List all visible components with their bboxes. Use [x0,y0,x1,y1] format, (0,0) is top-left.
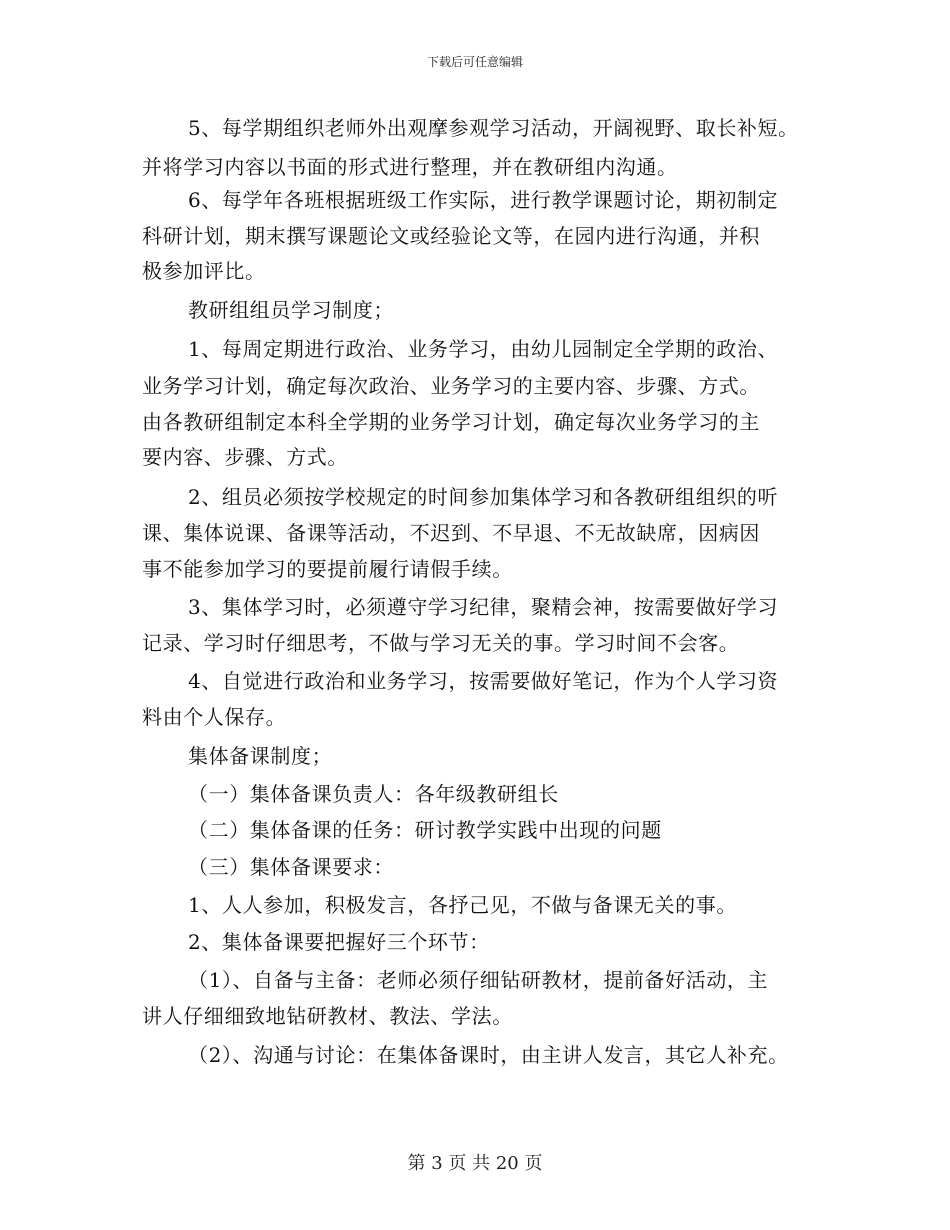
text-line: 5、每学期组织老师外出观摩参观学习活动，开阔视野、取长补短。 [188,116,799,140]
text-line: 集体备课制度； [188,744,333,768]
page-header: 下载后可任意编辑 [426,55,523,69]
text-line: 由各教研组制定本科全学期的业务学习计划，确定每次业务学习的主 [142,410,760,434]
page-footer: 第 3 页 共 20 页 [407,1153,543,1174]
text-line: 2、组员必须按学校规定的时间参加集体学习和各教研组组织的听 [188,485,779,509]
text-line: 课、集体说课、备课等活动，不迟到、不早退、不无故缺席，因病因 [142,521,760,545]
text-line: 4、自觉进行政治和业务学习，按需要做好笔记，作为个人学习资 [188,669,779,693]
text-line: （2）、沟通与讨论：在集体备课时，由主讲人发言，其它人补充。 [188,1043,789,1067]
text-line: 事不能参加学习的要提前履行请假手续。 [142,557,513,581]
text-line: 要内容、步骤、方式。 [142,445,348,469]
text-line: 1、人人参加，积极发言，各抒己见，不做与备课无关的事。 [188,893,737,917]
text-line: 并将学习内容以书面的形式进行整理，并在教研组内沟通。 [142,155,678,179]
text-line: 讲人仔细细致地钻研教材、教法、学法。 [142,1004,513,1028]
text-line: （1）、自备与主备：老师必须仔细钻研教材，提前备好活动，主 [188,968,769,992]
text-line: 2、集体备课要把握好三个环节： [188,930,490,954]
text-line: 极参加评比。 [142,259,266,283]
text-line: （二）集体备课的任务：研讨教学实践中出现的问题 [188,818,662,842]
text-line: 6、每学年各班根据班级工作实际，进行教学课题讨论，期初制定 [188,188,779,212]
text-line: 记录、学习时仔细思考，不做与学习无关的事。学习时间不会客。 [142,631,740,655]
text-line: 1、每周定期进行政治、业务学习，由幼儿园制定全学期的政治、 [188,337,779,361]
text-line: 3、集体学习时，必须遵守学习纪律，聚精会神，按需要做好学习 [188,595,779,619]
text-line: 料由个人保存。 [142,705,287,729]
text-line: 科研计划，期末撰写课题论文或经验论文等，在园内进行沟通，并积 [142,224,760,248]
text-line: （一）集体备课负责人：各年级教研组长 [188,782,559,806]
text-line: 业务学习计划，确定每次政治、业务学习的主要内容、步骤、方式。 [142,374,760,398]
text-line: （三）集体备课要求： [188,855,394,879]
text-line: 教研组组员学习制度； [188,298,394,322]
